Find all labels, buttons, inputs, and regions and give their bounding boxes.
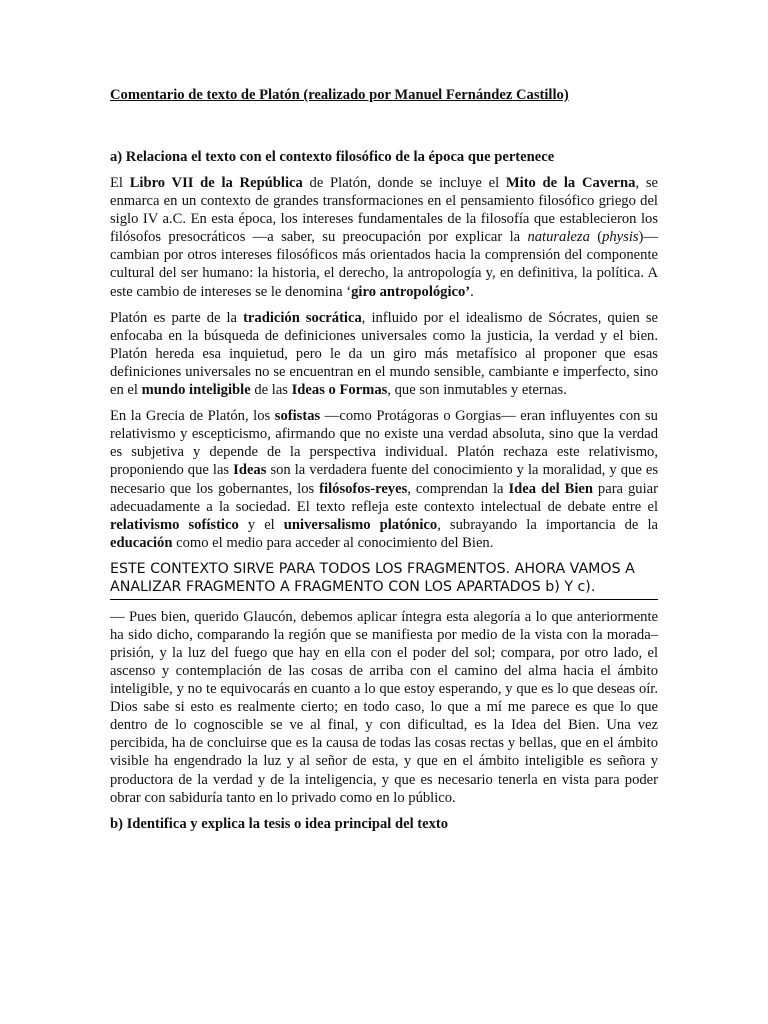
bold-term: Mito de la Caverna (505, 175, 636, 191)
plato-fragment: — Pues bien, querido Glaucón, debemos aplicar íntegra esta alegoría a lo que anteriormente ha sido dicho, comparando la región que se manifiesta por medio de la vista con la morada–prisión, y la luz del fuego que hay en ella con el poder del sol; compara, por otro lado, el ascenso y contemplación de las cosas de arriba con el camino del alma hacia el ámbito inteligible, y no te equivocarás en cuanto a lo que estoy esperando, y que es lo que deseas oír. Dios sabe si esto es realmente cierto; en todo caso, lo que a mí me parece es que lo que dentro de lo cognoscible se ve al final, y con dificultad, es la Idea del Bien. Una vez percibida, ha de concluirse que es la causa de todas las cosas rectas y bellas, que en el ámbito visible ha engendrado la luz y al señor de esta, y que en el ámbito inteligible es señora y productora de la verdad y de la inteligencia, y que es necesario tenerla en vista para poder obrar con sabiduría tanto en lo privado como en lo público. (110, 608, 658, 806)
bold-term: Idea del Bien (508, 480, 593, 497)
bold-term: filósofos-reyes (319, 480, 408, 497)
context-note: ESTE CONTEXTO SIRVE PARA TODOS LOS FRAGMENTOS. AHORA VAMOS A ANALIZAR FRAGMENTO A FRAGMENTO CON LOS APARTADOS b) Y c). (110, 560, 658, 600)
bold-term: educación (110, 534, 173, 551)
bold-term: universalismo platónico (283, 516, 438, 533)
text-run: , subrayando la importancia de la (437, 516, 658, 533)
section-a-heading: a) Relaciona el texto con el contexto filosófico de la época que pertenece (110, 149, 555, 165)
text-run: . (470, 283, 474, 300)
text-run: , influido por el idealismo de Sócrates, quien se enfocaba en la búsqueda de definiciones universales como la justicia, la verdad y el bien. Platón hereda esa inquietud, pero le da un giro más metafísico al proponer que esas definiciones universales no se encuentran en el mundo sensible, cambiante e imperfecto, sino en el (110, 309, 659, 399)
paragraph-context-1 (110, 174, 658, 301)
text-run: para guiar adecuadamente a la sociedad. El texto refleja este contexto intelectual de debate entre el (110, 480, 658, 515)
bold-term: Libro VII de la República (129, 175, 303, 191)
bold-term: giro antropológico’ (351, 283, 471, 300)
text-run: Platón es parte de la (110, 309, 244, 326)
text-run: de las (250, 382, 292, 399)
text-run: y el (238, 516, 284, 533)
bold-term: Ideas o Formas (291, 382, 388, 399)
italic-term: physis (602, 229, 639, 246)
bold-term: sofistas (274, 408, 321, 425)
text-run: En la Grecia de Platón, los (110, 408, 275, 425)
bold-term: relativismo sofístico (110, 516, 239, 533)
text-run: como el medio para acceder al conocimiento del Bien. (172, 534, 494, 551)
italic-term: naturaleza (527, 229, 590, 246)
text-run: de Platón, donde se incluye el (302, 175, 506, 191)
text-run: , comprendan la (407, 480, 509, 497)
text-run: son la verdadera fuente del conocimiento y la moralidad, y que es necesario que los gobernantes, los (110, 462, 659, 497)
text-run: , se enmarca en un contexto de grandes transformaciones en el pensamiento filosófico griego del siglo IV a.C. En esta época, los intereses fundamentales de la filosofía que establecieron los filósofos presocráticos —a saber, su preocupación por explicar la (110, 175, 658, 246)
text-run: El (110, 175, 130, 191)
text-run: , que son inmutables y eternas. (387, 382, 567, 399)
paragraph-context-3 (110, 407, 658, 552)
text-run: —como Protágoras o Gorgias— eran influyentes con su relativismo y escepticismo, afirmando que no existe una verdad absoluta, sino que la verdad es subjetiva y depende de la perspectiva individual. Platón rechaza este relativismo, proponiendo que las (110, 408, 658, 479)
bold-term: tradición socrática (243, 309, 362, 326)
text-run: ( (589, 229, 603, 246)
bold-term: Ideas (233, 462, 267, 479)
text-run: )— cambian por otros intereses filosóficos más orientados hacia la comprensión del componente cultural del ser humano: la historia, el derecho, la antropología y, en definitiva, la política. A este cambio de intereses se le denomina ‘ (110, 229, 659, 300)
section-b-heading: b) Identifica y explica la tesis o idea principal del texto (110, 815, 449, 832)
bold-term: mundo inteligible (141, 382, 251, 399)
paragraph-context-2 (110, 309, 658, 399)
document-title: Comentario de texto de Platón (realizado por Manuel Fernández Castillo) (110, 87, 569, 103)
